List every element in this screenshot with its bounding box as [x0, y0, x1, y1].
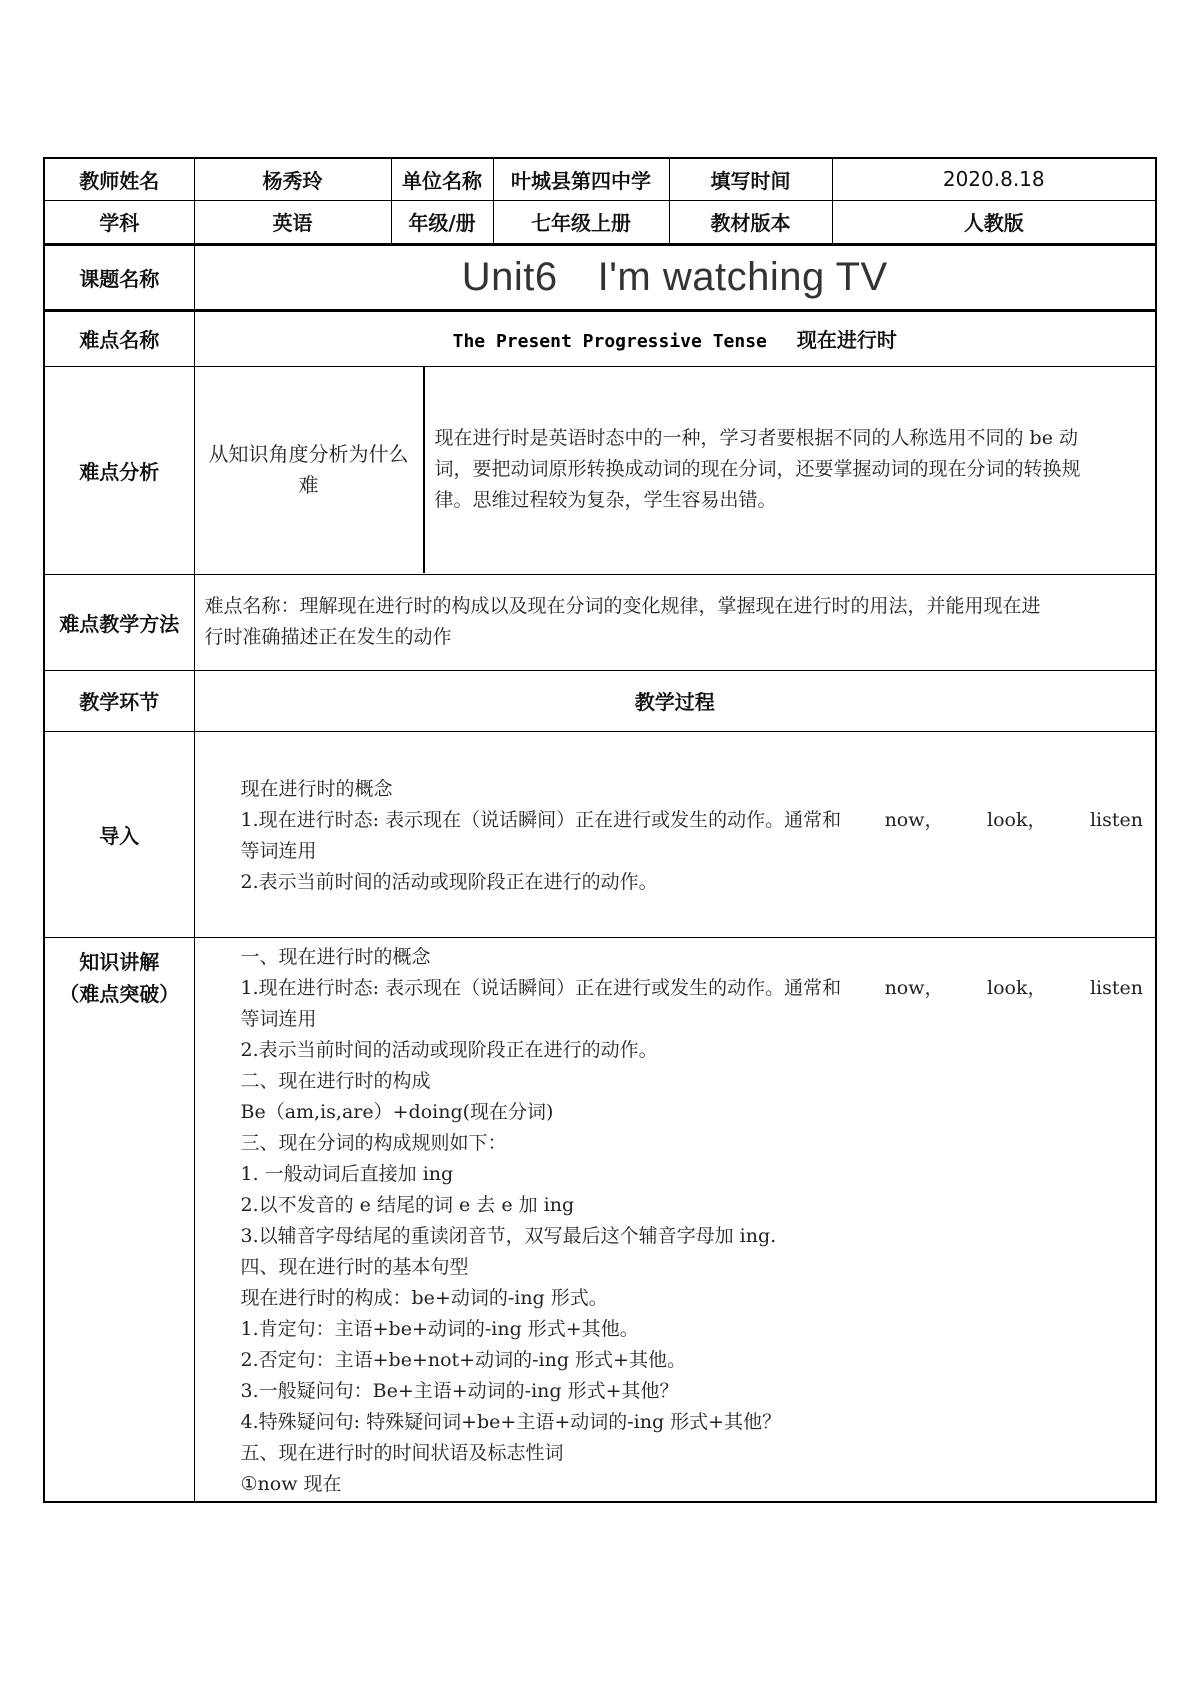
- analysis-label: 难点分析: [44, 366, 194, 574]
- analysis-row: [44, 366, 1156, 574]
- topic-title: [194, 244, 1156, 310]
- edition-label: 教材版本: [669, 200, 832, 244]
- intro-line-4: 2.表示当前时间的活动或现阶段正在进行的动作。: [240, 870, 658, 893]
- intro-row: [44, 731, 1156, 937]
- topic-unit: Unit6: [461, 254, 558, 299]
- difficulty-value: [194, 310, 1156, 366]
- header-row-1: [44, 158, 1156, 200]
- method-line-1: 难点名称：理解现在进行时的构成以及现在分词的变化规律，掌握现在进行时的用法，并能用现在进: [204, 595, 1041, 617]
- difficulty-chinese: 现在进行时: [796, 328, 897, 352]
- knowledge-word-listen: listen: [1089, 976, 1143, 999]
- topic-label: 课题名称: [44, 244, 194, 310]
- intro-label: 导入: [44, 731, 194, 937]
- knowledge-line: Be（am,is,are）+doing(现在分词): [240, 1100, 554, 1123]
- process-label: 教学过程: [194, 670, 1156, 731]
- analysis-inner-table: [195, 367, 1156, 573]
- analysis-text: [424, 367, 1156, 573]
- knowledge-word-look: look，: [987, 976, 1047, 999]
- subject-label: 学科: [44, 200, 194, 244]
- knowledge-line: 五、现在进行时的时间状语及标志性词: [240, 1441, 564, 1464]
- topic-row: [44, 244, 1156, 310]
- knowledge-line: 二、现在进行时的构成: [240, 1069, 431, 1092]
- knowledge-line: 四、现在进行时的基本句型: [240, 1255, 469, 1278]
- knowledge-line-2: [241, 973, 1144, 1004]
- intro-content: [194, 731, 1156, 937]
- analysis-line-3: 律。思维过程较为复杂，学生容易出错。: [434, 488, 777, 511]
- analysis-content: [194, 366, 1156, 574]
- method-text: [194, 574, 1156, 670]
- analysis-line-2: 词，要把动词原形转换成动词的现在分词，还要掌握动词的现在分词的转换规: [434, 457, 1081, 480]
- subject-value: 英语: [194, 200, 391, 244]
- difficulty-english: The Present Progressive Tense: [452, 331, 767, 352]
- teacher-label: 教师姓名: [44, 158, 194, 200]
- knowledge-content: [194, 937, 1156, 1502]
- intro-word-look: look，: [987, 808, 1047, 831]
- date-label: 填写时间: [669, 158, 832, 200]
- knowledge-line-2-text: 1.现在进行时态: 表示现在（说话瞬间）正在进行或发生的动作。通常和: [240, 976, 842, 999]
- grade-label: 年级/册: [391, 200, 493, 244]
- knowledge-line: 4.特殊疑问句: 特殊疑问词+be+主语+动词的-ing 形式+其他？: [240, 1410, 782, 1433]
- intro-line-2-text: 1.现在进行时态: 表示现在（说话瞬间）正在进行或发生的动作。通常和: [240, 808, 842, 831]
- topic-name: I'm watching TV: [597, 254, 888, 299]
- analysis-line-1: 现在进行时是英语时态中的一种，学习者要根据不同的人称选用不同的 be 动: [434, 426, 1078, 449]
- section-header-row: [44, 670, 1156, 731]
- knowledge-line: 三、现在分词的构成规则如下：: [240, 1131, 507, 1154]
- section-label: 教学环节: [44, 670, 194, 731]
- knowledge-word-now: now，: [884, 976, 944, 999]
- knowledge-line: 2.否定句：主语+be+not+动词的-ing 形式+其他。: [240, 1348, 686, 1371]
- method-line-2: 行时准确描述正在发生的动作: [204, 626, 452, 648]
- edition-value: 人教版: [832, 200, 1156, 244]
- knowledge-line: 1. 一般动词后直接加 ing: [240, 1162, 454, 1185]
- grade-value: 七年级上册: [493, 200, 669, 244]
- intro-word-now: now，: [884, 808, 944, 831]
- method-row: [44, 574, 1156, 670]
- difficulty-label: 难点名称: [44, 310, 194, 366]
- knowledge-line: 3.一般疑问句：Be+主语+动词的-ing 形式+其他？: [240, 1379, 679, 1402]
- lesson-plan-page: [43, 157, 1155, 1503]
- knowledge-label-1: 知识讲解: [79, 949, 160, 974]
- intro-line-3: 等词连用: [240, 839, 317, 862]
- knowledge-line: 1.肯定句：主语+be+动词的-ing 形式+其他。: [240, 1317, 639, 1340]
- knowledge-label-2: （难点突破）: [59, 981, 180, 1006]
- intro-line-2: [241, 805, 1144, 836]
- date-value: 2020.8.18: [832, 158, 1156, 200]
- lesson-plan-table: [43, 157, 1157, 1503]
- knowledge-label: [44, 937, 194, 1502]
- intro-line-1: 现在进行时的概念: [240, 777, 393, 800]
- knowledge-row: [44, 937, 1156, 1502]
- knowledge-line-1: 一、现在进行时的概念: [240, 945, 431, 968]
- analysis-sublabel: 从知识角度分析为什么难: [195, 367, 424, 573]
- unit-label: 单位名称: [391, 158, 493, 200]
- knowledge-line: 2.表示当前时间的活动或现阶段正在进行的动作。: [240, 1038, 658, 1061]
- header-row-2: [44, 200, 1156, 244]
- unit-name: 叶城县第四中学: [493, 158, 669, 200]
- difficulty-row: [44, 310, 1156, 366]
- knowledge-line: 现在进行时的构成：be+动词的-ing 形式。: [240, 1286, 608, 1309]
- knowledge-line: 等词连用: [240, 1007, 317, 1030]
- knowledge-line: 3.以辅音字母结尾的重读闭音节，双写最后这个辅音字母加 ing.: [240, 1224, 777, 1247]
- teacher-name: 杨秀玲: [194, 158, 391, 200]
- knowledge-line: 2.以不发音的 e 结尾的词 e 去 e 加 ing: [240, 1193, 575, 1216]
- knowledge-line: ①now 现在: [240, 1472, 342, 1495]
- intro-word-listen: listen: [1089, 808, 1143, 831]
- method-label: 难点教学方法: [44, 574, 194, 670]
